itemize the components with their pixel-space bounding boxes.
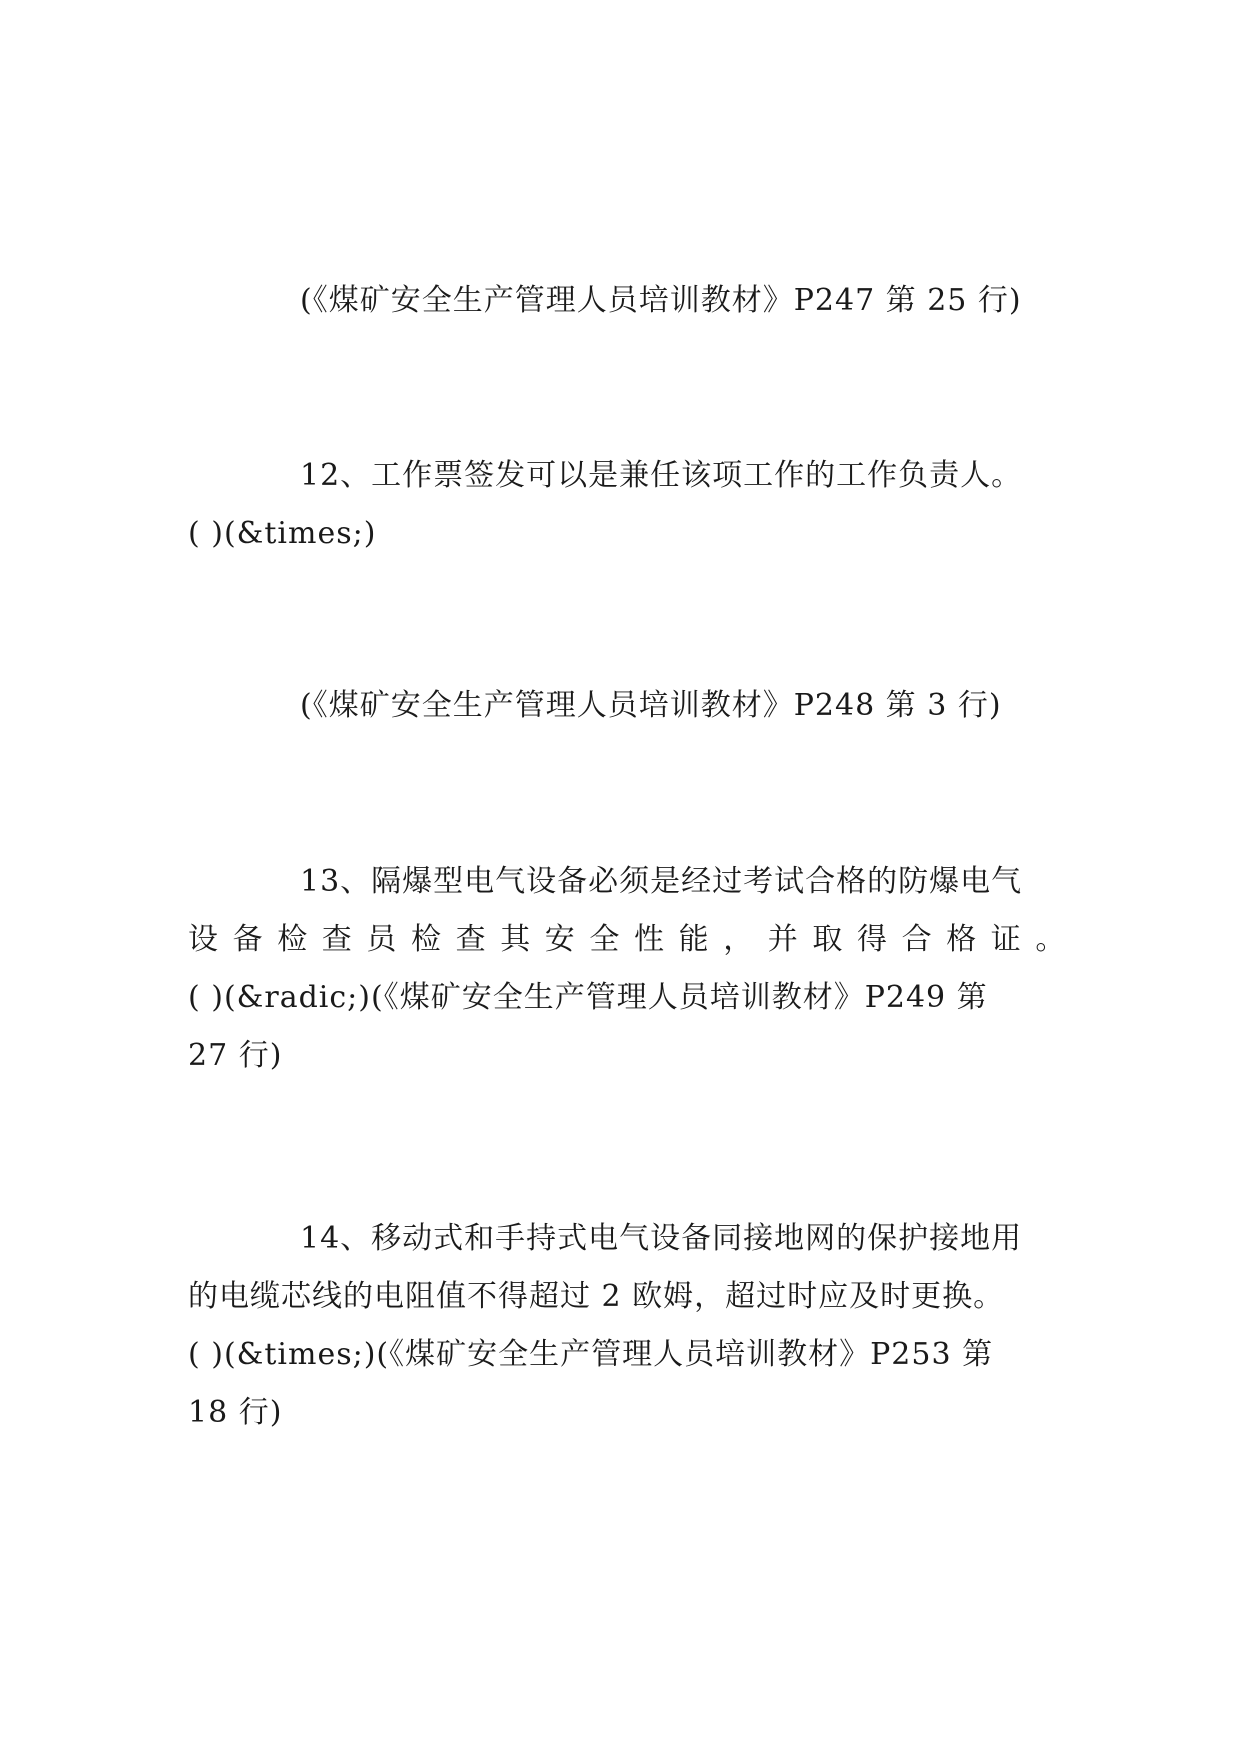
question-13-text-line2: 设备检查员检查其安全性能，并取得合格证。 (188, 922, 1080, 957)
question-14-reference-line: 18 行) (188, 1395, 283, 1430)
question-12 (188, 447, 1048, 563)
question-14-text-line2: 的电缆芯线的电阻值不得超过 2 欧姆，超过时应及时更换。 (188, 1279, 1005, 1314)
question-12-text: 12、工作票签发可以是兼任该项工作的工作负责人。 (300, 458, 1023, 493)
question-14-text-line1: 14、移动式和手持式电气设备同接地网的保护接地用 (300, 1221, 1023, 1256)
question-14-answer-reference: ( )(&times;)(《煤矿安全生产管理人员培训教材》P253 第 (188, 1337, 994, 1372)
reference-p248: (《煤矿安全生产管理人员培训教材》P248 第 3 行) (300, 688, 1002, 723)
question-13 (188, 853, 1080, 1085)
question-13-text-line1: 13、隔爆型电气设备必须是经过考试合格的防爆电气 (300, 864, 1023, 899)
question-13-answer-reference: ( )(&radic;)(《煤矿安全生产管理人员培训教材》P249 第 (188, 980, 988, 1015)
reference-p247: (《煤矿安全生产管理人员培训教材》P247 第 25 行) (300, 283, 1022, 318)
question-13-reference-line: 27 行) (188, 1038, 283, 1073)
question-14 (188, 1210, 1048, 1442)
question-12-answer: ( )(&times;) (188, 516, 377, 551)
